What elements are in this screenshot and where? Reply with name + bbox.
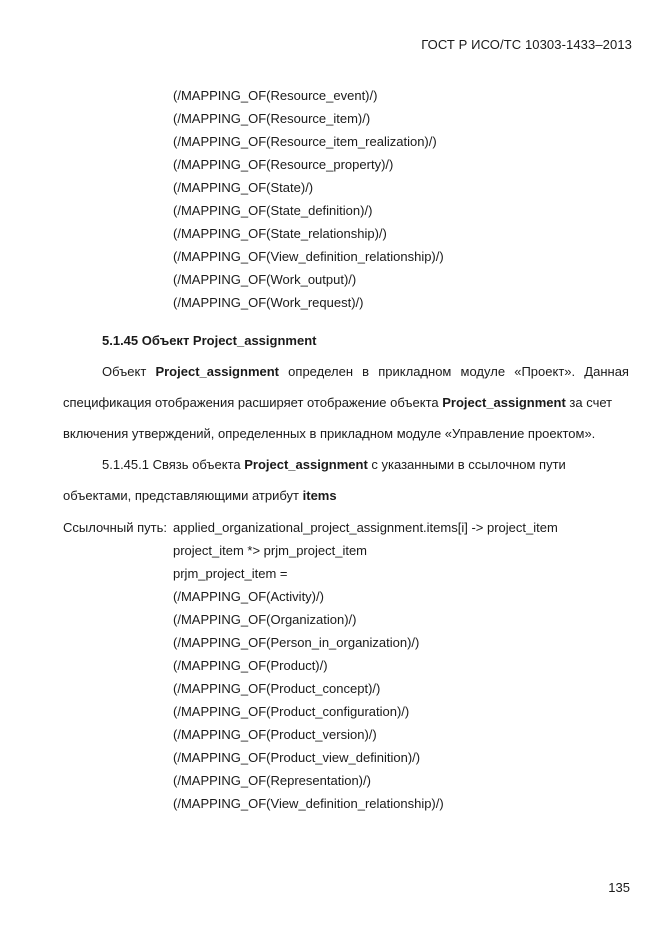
ref-path-label: Ссылочный путь: bbox=[63, 520, 167, 535]
mapping-line: (/MAPPING_OF(Resource_item)/) bbox=[173, 111, 371, 126]
text: спецификация отображения расширяет отображение объекта bbox=[63, 395, 439, 410]
ref-path-line: (/MAPPING_OF(Product_configuration)/) bbox=[173, 704, 410, 719]
paragraph-line-1 bbox=[102, 364, 629, 379]
mapping-line: (/MAPPING_OF(State_definition)/) bbox=[173, 203, 373, 218]
text: с указанными в ссылочном пути bbox=[371, 457, 566, 472]
paragraph-line-3: включения утверждений, определенных в прикладном модуле «Управление проектом». bbox=[63, 426, 596, 441]
page-number: 135 bbox=[608, 880, 630, 895]
ref-path-line: (/MAPPING_OF(Representation)/) bbox=[173, 773, 371, 788]
entity-name: Project_assignment bbox=[442, 395, 566, 410]
mapping-line: (/MAPPING_OF(State_relationship)/) bbox=[173, 226, 387, 241]
document-header: ГОСТ Р ИСО/ТС 10303-1433–2013 bbox=[421, 37, 632, 52]
attribute-name: items bbox=[302, 488, 337, 503]
word: «Проект». bbox=[514, 364, 576, 379]
ref-path-line: (/MAPPING_OF(Product_concept)/) bbox=[173, 681, 381, 696]
word: прикладном bbox=[378, 364, 452, 379]
ref-path-line: (/MAPPING_OF(Product_version)/) bbox=[173, 727, 377, 742]
ref-path-line: (/MAPPING_OF(View_definition_relationship)/) bbox=[173, 796, 444, 811]
mapping-line: (/MAPPING_OF(Work_output)/) bbox=[173, 272, 357, 287]
ref-path-line: prjm_project_item = bbox=[173, 566, 288, 581]
word: Объект bbox=[102, 364, 147, 379]
ref-path-line: (/MAPPING_OF(Activity)/) bbox=[173, 589, 324, 604]
word: в bbox=[362, 364, 370, 379]
text: объектами, представляющими атрибут bbox=[63, 488, 299, 503]
mapping-line: (/MAPPING_OF(View_definition_relationship)/) bbox=[173, 249, 444, 264]
word: Данная bbox=[584, 364, 629, 379]
ref-path-line: (/MAPPING_OF(Organization)/) bbox=[173, 612, 357, 627]
mapping-line: (/MAPPING_OF(Resource_property)/) bbox=[173, 157, 394, 172]
ref-path-first: applied_organizational_project_assignment.items[i] -> project_item bbox=[173, 520, 558, 535]
ref-path-line: (/MAPPING_OF(Product_view_definition)/) bbox=[173, 750, 421, 765]
mapping-line: (/MAPPING_OF(Work_request)/) bbox=[173, 295, 364, 310]
ref-path-line: (/MAPPING_OF(Person_in_organization)/) bbox=[173, 635, 420, 650]
text: за счет bbox=[569, 395, 613, 410]
entity-name: Project_assignment bbox=[244, 457, 368, 472]
ref-path-line: project_item *> prjm_project_item bbox=[173, 543, 367, 558]
mapping-line: (/MAPPING_OF(Resource_item_realization)/) bbox=[173, 134, 437, 149]
subsection-title bbox=[102, 457, 566, 472]
entity-name: Project_assignment bbox=[155, 364, 279, 379]
paragraph-line-2 bbox=[63, 395, 629, 410]
ref-path-line: (/MAPPING_OF(Product)/) bbox=[173, 658, 328, 673]
mapping-line: (/MAPPING_OF(State)/) bbox=[173, 180, 314, 195]
mapping-line: (/MAPPING_OF(Resource_event)/) bbox=[173, 88, 378, 103]
text: 5.1.45.1 Связь объекта bbox=[102, 457, 241, 472]
word: модуле bbox=[460, 364, 506, 379]
subsection-title-cont bbox=[63, 488, 337, 503]
word: определен bbox=[288, 364, 353, 379]
section-heading: 5.1.45 Объект Project_assignment bbox=[102, 333, 317, 348]
